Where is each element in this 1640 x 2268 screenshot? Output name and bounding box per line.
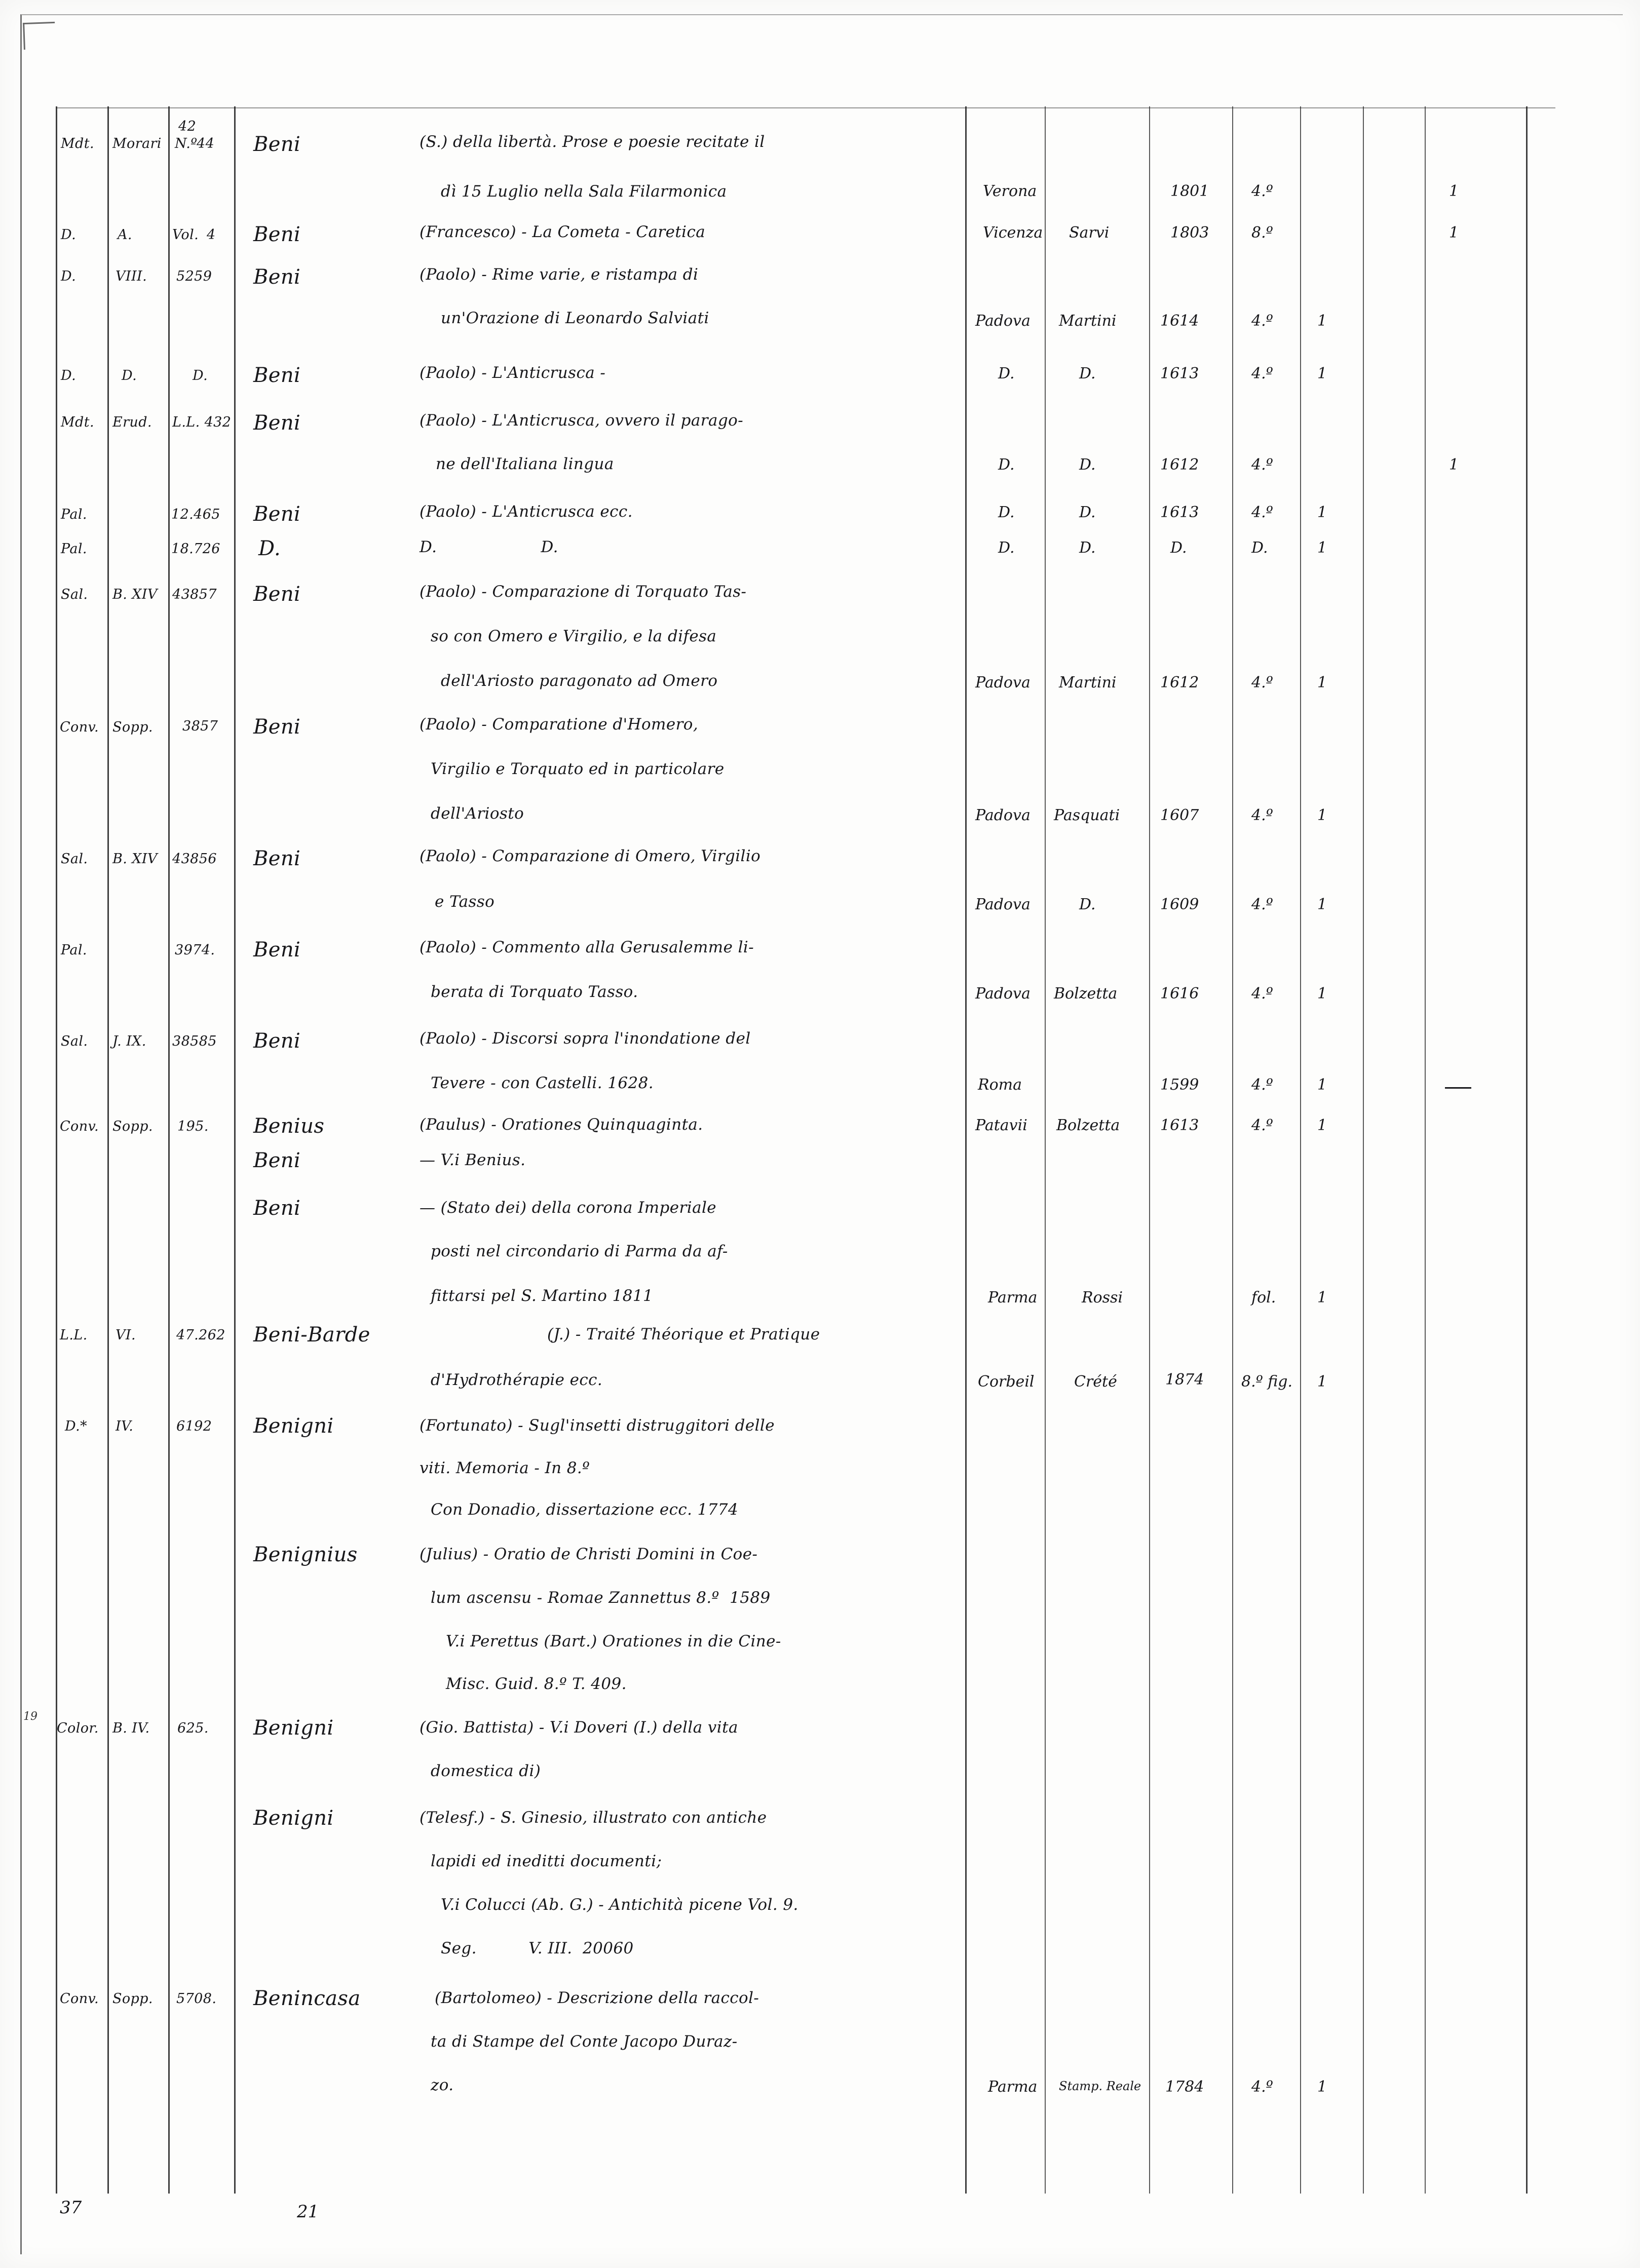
margin-note: 19 bbox=[23, 1710, 37, 1723]
author-name: Beni bbox=[253, 223, 301, 246]
copies: 1 bbox=[1317, 1076, 1327, 1094]
format: 4.º bbox=[1251, 806, 1273, 824]
copies: 1 bbox=[1317, 2078, 1327, 2096]
printer: Martini bbox=[1059, 312, 1117, 330]
title-line: dì 15 Luglio nella Sala Filarmonica bbox=[441, 182, 727, 201]
shelfmark: 18.726 bbox=[171, 541, 220, 557]
printer: D. bbox=[1079, 365, 1096, 382]
year: 1612 bbox=[1160, 674, 1199, 691]
author-name: D. bbox=[258, 537, 281, 560]
title-line: (Paolo) - L'Anticrusca ecc. bbox=[419, 503, 633, 521]
title-line: (Paulus) - Orationes Quinquaginta. bbox=[419, 1116, 703, 1134]
title-line: ne dell'Italiana lingua bbox=[436, 455, 614, 473]
title-line: (Telesf.) - S. Ginesio, illustrato con antiche bbox=[419, 1809, 767, 1827]
shelfmark: A. bbox=[118, 227, 132, 243]
author-name: Beni bbox=[253, 133, 301, 156]
title-line: berata di Torquato Tasso. bbox=[431, 983, 638, 1001]
title-line: e Tasso bbox=[435, 893, 495, 911]
year: 1784 bbox=[1165, 2078, 1204, 2096]
shelfmark: B. IV. bbox=[112, 1720, 150, 1736]
place: Padova bbox=[975, 896, 1031, 913]
shelfmark: 625. bbox=[177, 1720, 209, 1736]
copies: 1 bbox=[1317, 674, 1327, 691]
title-line: lapidi ed ineditti documenti; bbox=[431, 1852, 662, 1870]
shelfmark: Sopp. bbox=[112, 1119, 153, 1134]
shelfmark: D. bbox=[61, 368, 77, 383]
shelfmark: VIII. bbox=[116, 268, 147, 284]
shelfmark: Vol. bbox=[172, 227, 199, 243]
copies: 1 bbox=[1317, 504, 1327, 521]
title-line: zo. bbox=[431, 2076, 454, 2094]
title-line: (Paolo) - Comparatione d'Homero, bbox=[419, 715, 699, 734]
author-name: Benius bbox=[253, 1114, 325, 1138]
format: 4.º bbox=[1251, 1076, 1273, 1094]
rule-line bbox=[1526, 106, 1528, 2194]
shelfmark: Sopp. bbox=[112, 719, 153, 735]
title-line: V.i Colucci (Ab. G.) - Antichità picene Vol. 9. bbox=[441, 1896, 798, 1914]
printer: D. bbox=[1079, 896, 1096, 913]
format: 4.º bbox=[1251, 985, 1273, 1003]
shelfmark: VI. bbox=[116, 1327, 136, 1343]
format: 4.º bbox=[1251, 312, 1273, 330]
place: D. bbox=[998, 504, 1015, 521]
shelfmark: IV. bbox=[116, 1418, 134, 1434]
author-name: Beni bbox=[253, 938, 301, 962]
title-line: — V.i Benius. bbox=[419, 1151, 526, 1169]
printer: Sarvi bbox=[1069, 224, 1110, 242]
title-line: (Paolo) - L'Anticrusca, ovvero il parago- bbox=[419, 411, 744, 430]
printer: Crété bbox=[1074, 1373, 1117, 1391]
printer: D. bbox=[1079, 504, 1096, 521]
title-line: viti. Memoria - In 8.º bbox=[419, 1459, 590, 1477]
title-line: — (Stato dei) della corona Imperiale bbox=[419, 1199, 717, 1217]
title-line: Tevere - con Castelli. 1628. bbox=[431, 1074, 654, 1092]
copies: 1 bbox=[1317, 539, 1327, 557]
format: 4.º bbox=[1251, 2078, 1273, 2096]
shelfmark: 38585 bbox=[172, 1033, 217, 1049]
author-name: Benigni bbox=[253, 1806, 334, 1830]
shelfmark: Mdt. bbox=[61, 414, 94, 430]
printer: D. bbox=[1079, 539, 1096, 557]
title-line: posti nel circondario di Parma da af- bbox=[431, 1242, 728, 1260]
place: Parma bbox=[988, 2078, 1038, 2096]
format: D. bbox=[1251, 539, 1268, 557]
title-line: D. D. bbox=[419, 538, 558, 556]
year: 1801 bbox=[1170, 182, 1209, 200]
shelfmark: 195. bbox=[177, 1119, 209, 1134]
copies: 1 bbox=[1317, 806, 1327, 824]
shelfmark: D. bbox=[193, 368, 208, 383]
format: 4.º bbox=[1251, 1117, 1273, 1134]
printer: Pasquati bbox=[1054, 806, 1120, 824]
place: D. bbox=[998, 365, 1015, 382]
page-number-center: 21 bbox=[297, 2202, 319, 2222]
place: Vicenza bbox=[983, 224, 1043, 242]
year: 1612 bbox=[1160, 456, 1199, 474]
rule-line bbox=[1232, 106, 1233, 2194]
shelfmark: 47.262 bbox=[176, 1327, 225, 1343]
shelfmark: B. XIV bbox=[112, 587, 158, 602]
shelfmark: Sal. bbox=[61, 851, 88, 867]
year: 1614 bbox=[1160, 312, 1199, 330]
rule-line bbox=[1425, 106, 1426, 2194]
place: Parma bbox=[988, 1289, 1038, 1306]
shelfmark: 43856 bbox=[172, 851, 217, 867]
shelfmark: Sopp. bbox=[112, 1991, 153, 2007]
title-line: fittarsi pel S. Martino 1811 bbox=[431, 1287, 654, 1305]
rule-line bbox=[1149, 106, 1150, 2194]
copies: 1 bbox=[1317, 1117, 1327, 1134]
title-line: Misc. Guid. 8.º T. 409. bbox=[446, 1675, 627, 1693]
rule-line bbox=[56, 107, 1555, 108]
title-line: (J.) - Traité Théorique et Pratique bbox=[547, 1325, 820, 1343]
corner-mark bbox=[23, 22, 56, 50]
rule-line bbox=[56, 106, 57, 2194]
author-name: Beni bbox=[253, 364, 301, 387]
year: 1803 bbox=[1170, 224, 1209, 242]
format: 4.º bbox=[1251, 182, 1273, 200]
printer: Martini bbox=[1059, 674, 1117, 691]
shelfmark: 43857 bbox=[172, 587, 217, 602]
year: 1607 bbox=[1160, 806, 1199, 824]
page-number-left: 37 bbox=[60, 2198, 82, 2218]
shelfmark: 3857 bbox=[182, 718, 218, 734]
title-line: (Paolo) - Comparazione di Omero, Virgilio bbox=[419, 847, 761, 865]
place: Padova bbox=[975, 674, 1031, 691]
shelfmark: 6192 bbox=[176, 1418, 212, 1434]
shelfmark: Sal. bbox=[61, 1033, 88, 1049]
title-line: lum ascensu - Romae Zannettus 8.º 1589 bbox=[431, 1589, 771, 1607]
copies: 1 bbox=[1317, 1373, 1327, 1391]
title-line: Virgilio e Torquato ed in particolare bbox=[431, 760, 724, 778]
extra-count: 1 bbox=[1449, 224, 1459, 242]
shelfmark: 4 bbox=[207, 227, 216, 243]
shelfmark: Pal. bbox=[61, 507, 87, 522]
title-line: (Francesco) - La Cometa - Caretica bbox=[419, 223, 706, 241]
year: 1613 bbox=[1160, 1117, 1199, 1134]
extra-count: 1 bbox=[1449, 456, 1459, 474]
title-line: (Julius) - Oratio de Christi Domini in Coe- bbox=[419, 1545, 758, 1563]
title-line: (Paolo) - Rime varie, e ristampa di bbox=[419, 265, 699, 284]
shelfmark: Color. bbox=[57, 1720, 99, 1736]
printer: Bolzetta bbox=[1056, 1117, 1120, 1134]
title-line: d'Hydrothérapie ecc. bbox=[431, 1371, 603, 1389]
title-line: (Gio. Battista) - V.i Doveri (I.) della vita bbox=[419, 1718, 738, 1737]
rule-line bbox=[234, 106, 236, 2194]
shelfmark: Erud. bbox=[112, 414, 152, 430]
shelfmark: D. bbox=[61, 268, 77, 284]
title-line: Seg. V. III. 20060 bbox=[441, 1939, 634, 1957]
shelfmark: J. IX. bbox=[112, 1033, 146, 1049]
shelfmark: B. XIV bbox=[112, 851, 158, 867]
printer: Bolzetta bbox=[1054, 985, 1118, 1003]
shelfmark: 3974. bbox=[175, 942, 215, 958]
place: Corbeil bbox=[978, 1373, 1035, 1391]
title-line: un'Orazione di Leonardo Salviati bbox=[441, 309, 709, 327]
rule-line bbox=[1300, 106, 1301, 2194]
title-line: (Fortunato) - Sugl'insetti distruggitori delle bbox=[419, 1416, 775, 1435]
shelfmark: Conv. bbox=[60, 719, 99, 735]
year: 1599 bbox=[1160, 1076, 1199, 1094]
shelfmark: Sal. bbox=[61, 587, 88, 602]
title-line: (S.) della libertà. Prose e poesie recitate il bbox=[419, 133, 765, 151]
rule-line bbox=[107, 106, 109, 2194]
shelfmark: Conv. bbox=[60, 1991, 99, 2007]
author-name: Benincasa bbox=[253, 1987, 361, 2010]
shelfmark: Pal. bbox=[61, 541, 87, 557]
printer: D. bbox=[1079, 456, 1096, 474]
format: 4.º bbox=[1251, 456, 1273, 474]
place: D. bbox=[998, 539, 1015, 557]
shelfmark: Mdt. bbox=[61, 136, 94, 151]
format: fol. bbox=[1251, 1289, 1276, 1306]
year: D. bbox=[1170, 539, 1187, 557]
title-line: so con Omero e Virgilio, e la difesa bbox=[431, 627, 717, 645]
title-line: (Paolo) - Discorsi sopra l'inondatione del bbox=[419, 1029, 751, 1048]
title-line: V.i Perettus (Bart.) Orationes in die Cine- bbox=[446, 1632, 781, 1650]
shelfmark: 5708. bbox=[176, 1991, 217, 2007]
place: D. bbox=[998, 456, 1015, 474]
year: 1616 bbox=[1160, 985, 1199, 1003]
place: Padova bbox=[975, 312, 1031, 330]
format: 8.º fig. bbox=[1241, 1373, 1293, 1391]
copies: 1 bbox=[1317, 365, 1327, 382]
rule-line bbox=[1045, 106, 1046, 2194]
printer: Rossi bbox=[1082, 1289, 1123, 1306]
shelfmark: N.º bbox=[175, 136, 198, 151]
year: 1874 bbox=[1165, 1371, 1204, 1389]
author-name: Benignius bbox=[253, 1543, 358, 1566]
copies: 1 bbox=[1317, 312, 1327, 330]
year: 1613 bbox=[1160, 365, 1199, 382]
author-name: Beni bbox=[253, 715, 301, 739]
title-line: dell'Ariosto paragonato ad Omero bbox=[441, 672, 718, 690]
author-name: Benigni bbox=[253, 1414, 334, 1438]
author-name: Beni bbox=[253, 265, 301, 289]
year: 1609 bbox=[1160, 896, 1199, 913]
year: 1613 bbox=[1160, 504, 1199, 521]
format: 8.º bbox=[1251, 224, 1273, 242]
rule-line bbox=[168, 106, 170, 2194]
extra-count: 1 bbox=[1449, 182, 1459, 200]
place: Patavii bbox=[975, 1117, 1027, 1134]
author-name: Beni-Barde bbox=[253, 1323, 370, 1347]
place: Padova bbox=[975, 985, 1031, 1003]
title-line: Con Donadio, dissertazione ecc. 1774 bbox=[431, 1501, 739, 1519]
title-line: (Paolo) - L'Anticrusca - bbox=[419, 364, 606, 382]
printer: Stamp. Reale bbox=[1059, 2079, 1141, 2093]
author-name: Beni bbox=[253, 1197, 301, 1220]
author-name: Beni bbox=[253, 411, 301, 435]
shelfmark: D. bbox=[122, 368, 137, 383]
format: 4.º bbox=[1251, 674, 1273, 691]
copies: 1 bbox=[1317, 1289, 1327, 1306]
shelfmark: 12.465 bbox=[171, 507, 220, 522]
title-line: (Paolo) - Comparazione di Torquato Tas- bbox=[419, 583, 747, 601]
format: 4.º bbox=[1251, 365, 1273, 382]
shelfmark-correction: 42 bbox=[178, 119, 197, 134]
shelfmark: D.* bbox=[65, 1418, 87, 1434]
shelfmark: Morari bbox=[112, 136, 162, 151]
rule-line bbox=[1363, 106, 1364, 2194]
shelfmark: 5259 bbox=[176, 268, 212, 284]
title-line: (Paolo) - Commento alla Gerusalemme li- bbox=[419, 938, 754, 956]
author-name: Benigni bbox=[253, 1716, 334, 1740]
author-name: Beni bbox=[253, 503, 301, 526]
author-name: Beni bbox=[253, 1029, 301, 1053]
author-name: Beni bbox=[253, 583, 301, 606]
format: 4.º bbox=[1251, 896, 1273, 913]
place: Padova bbox=[975, 806, 1031, 824]
title-line: (Bartolomeo) - Descrizione della raccol- bbox=[435, 1989, 759, 2007]
shelfmark: Pal. bbox=[61, 942, 87, 958]
shelfmark: L.L. bbox=[60, 1327, 88, 1343]
copies: 1 bbox=[1317, 985, 1327, 1003]
note-dash bbox=[1445, 1087, 1471, 1089]
title-line: ta di Stampe del Conte Jacopo Duraz- bbox=[431, 2032, 738, 2051]
place: Roma bbox=[978, 1076, 1022, 1094]
author-name: Beni bbox=[253, 847, 301, 870]
shelfmark: Conv. bbox=[60, 1119, 99, 1134]
rule-line bbox=[965, 106, 967, 2194]
shelfmark: L.L. 432 bbox=[172, 414, 232, 430]
shelfmark: D. bbox=[61, 227, 77, 243]
shelfmark: 44 bbox=[197, 136, 215, 151]
title-line: dell'Ariosto bbox=[431, 804, 524, 823]
copies: 1 bbox=[1317, 896, 1327, 913]
place: Verona bbox=[983, 182, 1037, 200]
title-line: domestica di) bbox=[431, 1762, 541, 1780]
author-name: Beni bbox=[253, 1149, 301, 1172]
format: 4.º bbox=[1251, 504, 1273, 521]
